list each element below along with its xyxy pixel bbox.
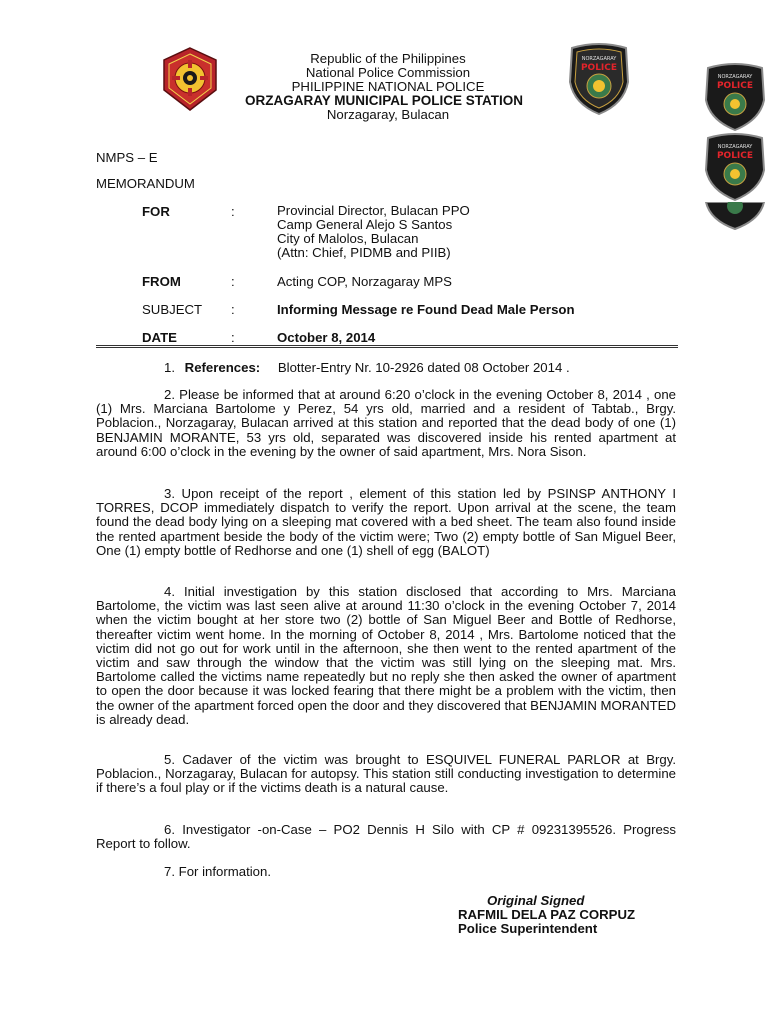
paragraph-1-number: 1. — [164, 360, 175, 375]
references-label: References: — [184, 360, 261, 375]
for-line: City of Malolos, Bulacan — [277, 231, 419, 246]
memo-type: MEMORANDUM — [96, 176, 195, 191]
signature-note: Original Signed — [487, 893, 585, 908]
subject-colon: : — [231, 302, 235, 317]
paragraph-7 — [96, 865, 676, 879]
for-line: Camp General Alejo S Santos — [277, 217, 453, 232]
from-label: FROM — [142, 274, 181, 289]
police-badge-partial-icon — [702, 202, 768, 230]
paragraph-6-text: 6. Investigator -on-Case – PO2 Dennis H Silo with CP # 09231395526. Progress Report to follow. — [96, 822, 676, 852]
paragraph-6 — [96, 823, 676, 851]
for-recipient — [277, 204, 470, 260]
paragraph-7-text: 7. For information. — [164, 864, 272, 879]
signatory-rank: Police Superintendent — [458, 921, 598, 936]
header-location: Norzagaray, Bulacan — [326, 107, 450, 122]
references-text: Blotter-Entry Nr. 10-2926 dated 08 October 2014 . — [277, 360, 570, 375]
badge-main-text: POLICE — [716, 151, 754, 161]
paragraph-3 — [96, 487, 676, 558]
header-station: ORZAGARAY MUNICIPAL POLICE STATION — [244, 93, 523, 108]
date-colon: : — [231, 330, 235, 345]
paragraph-4-text: 4. Initial investigation by this station disclosed that according to Mrs. Marciana Bartolome, the victim was last seen alive at around 11:30 o’clock in the evening October 7, 2014 when the victim bought at her store two (2) bottle of San Miguel Beer and Bottle of Redhorse, thereafter victim went home. In the morning of October 8, 2014 , Mrs. Bartolome noticed that the victim did not go out for work until in the afternoon, she then went to the rented apartment of the victim and saw through the window that the victim was still lying on the sleeping mat. Mrs. Bartolome called the victims name repeatedly but no reply she then asked the owner of apartment to open the door because it was locked fearing that there might be a problem with the victim, then the owner of the apartment forced open the door and they discovered that BENJAMIN MORANTED is already dead. — [96, 584, 676, 727]
header-pnp: PHILIPPINE NATIONAL POLICE — [291, 79, 485, 94]
police-badge-logo — [566, 42, 632, 116]
memo-code: NMPS – E — [96, 150, 158, 165]
date-label: DATE — [142, 330, 177, 345]
subject-value: Informing Message re Found Dead Male Person — [277, 302, 575, 317]
header-divider — [96, 345, 678, 348]
from-value: Acting COP, Norzagaray MPS — [277, 274, 452, 289]
paragraph-5-text: 5. Cadaver of the victim was brought to ESQUIVEL FUNERAL PARLOR at Brgy. Poblacion., Norzagaray, Bulacan for autopsy. This station still conducting investigation to determine if there’s a foul play or if the victims death is a natural cause. — [96, 752, 676, 796]
for-line: (Attn: Chief, PIDMB and PIIB) — [277, 245, 451, 260]
date-value: October 8, 2014 — [277, 330, 376, 345]
badge-top-text: NORZAGARAY — [581, 56, 617, 62]
paragraph-1 — [164, 360, 570, 375]
for-label: FOR — [142, 204, 170, 219]
for-colon: : — [231, 204, 235, 219]
paragraph-3-text: 3. Upon receipt of the report , element of this station led by PSINSP ANTHONY I TORRES, DCOP immediately dispatch to verify the report. Upon arrival at the scene, the team found the dead body lying on a sleeping mat covered with a bed sheet. The team also found inside the rented apartment beside the body of the victim were; Two (2) empty bottle of San Miguel Beer, One (1) empty bottle of Redhorse and one (1) shell of egg (BALOT) — [96, 486, 676, 558]
header-napolcom: National Police Commission — [305, 65, 471, 80]
paragraph-2-text: 2. Please be informed that at around 6:20 o’clock in the evening October 8, 2014 , one (1) Mrs. Marciana Bartolome y Perez, 54 yrs old, married and a resident of Tabtab., Brgy. Poblacion., Norzagaray, Bulacan arrived at this station and reported that the dead body of one (1) BENJAMIN MORANTE, 53 yrs old, separated was discovered inside his rented apartment at around 6:00 o’clock in the evening by the owner of said apartment, Mrs. Nora Sison. — [96, 387, 676, 459]
header-republic: Republic of the Philippines — [310, 51, 466, 66]
badge-main-text: POLICE — [716, 81, 754, 91]
paragraph-5 — [96, 753, 676, 796]
badge-top-text: NORZAGARAY — [717, 74, 753, 80]
police-badge-icon — [702, 62, 768, 132]
paragraph-2 — [96, 388, 676, 459]
subject-label: SUBJECT — [142, 302, 203, 317]
from-colon: : — [231, 274, 235, 289]
badge-top-text: NORZAGARAY — [717, 144, 753, 150]
badge-main-text: POLICE — [580, 63, 618, 73]
signatory-name: RAFMIL DELA PAZ CORPUZ — [458, 907, 636, 922]
police-badge-icon — [702, 132, 768, 202]
for-line: Provincial Director, Bulacan PPO — [277, 203, 470, 218]
paragraph-4 — [96, 585, 676, 727]
